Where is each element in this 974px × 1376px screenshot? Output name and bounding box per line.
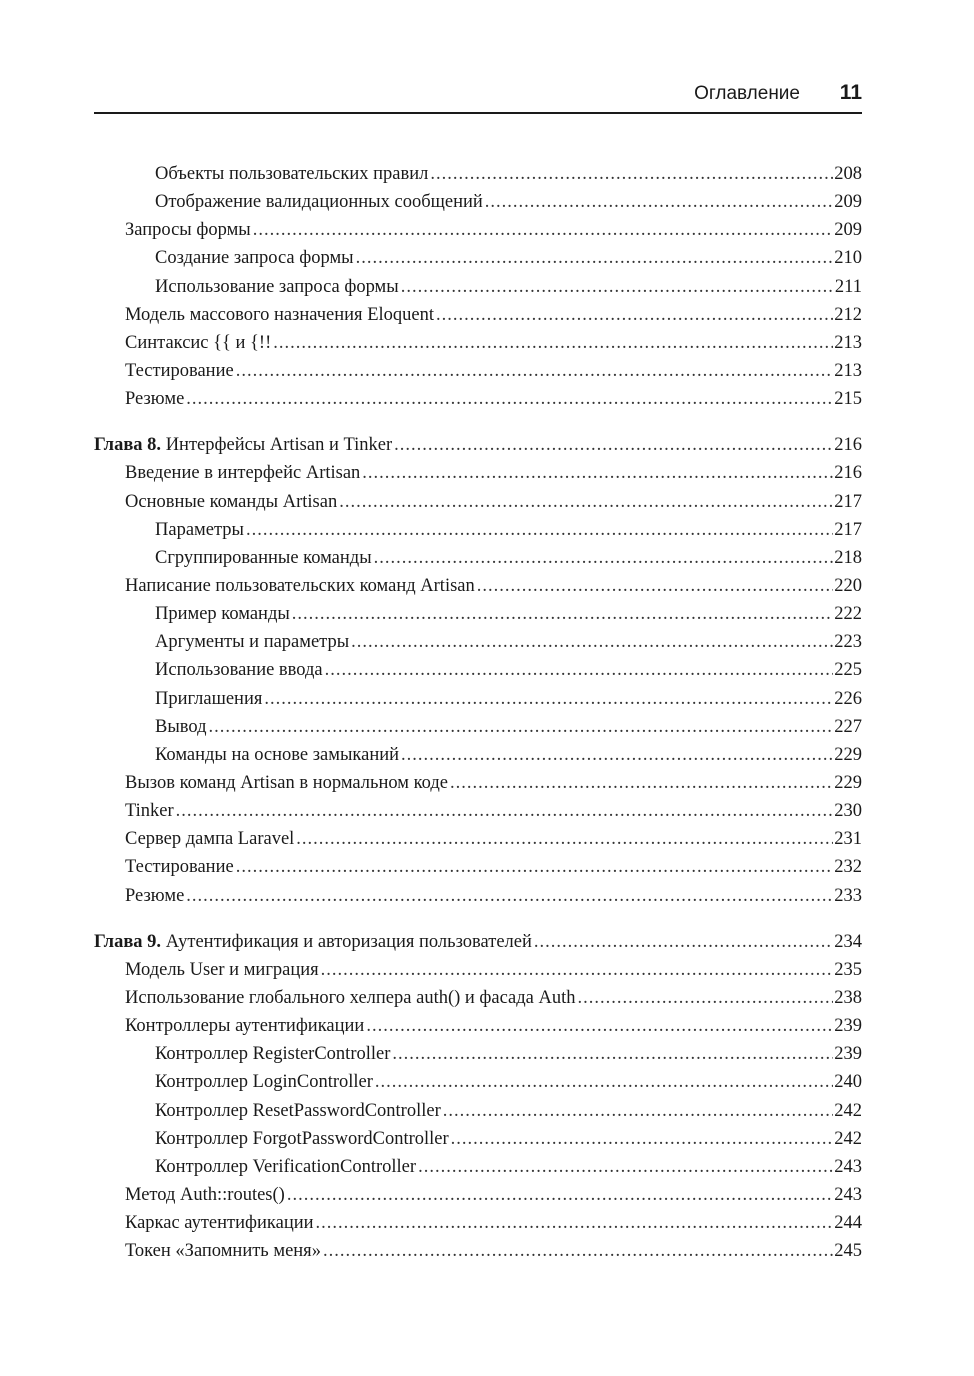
toc-entry-title bbox=[125, 1181, 285, 1209]
dot-leader bbox=[186, 882, 833, 910]
toc-entry-text: Резюме bbox=[125, 885, 185, 906]
toc-entry[interactable] bbox=[94, 572, 862, 600]
toc-page-number: 227 bbox=[834, 716, 862, 737]
toc-page-number: 208 bbox=[834, 164, 862, 184]
toc-entry-title bbox=[125, 882, 184, 910]
toc-entry-title bbox=[94, 431, 392, 459]
toc-entry-text: Каркас аутентификации bbox=[125, 1213, 314, 1234]
toc-entry-title bbox=[155, 600, 290, 628]
toc-entry[interactable] bbox=[94, 357, 862, 385]
toc-entry-title bbox=[155, 1097, 441, 1125]
toc-entry-title bbox=[125, 301, 434, 329]
toc-entry-text: Вывод bbox=[155, 716, 207, 737]
toc-entry-text: Основные команды Artisan bbox=[125, 491, 338, 512]
toc-entry[interactable] bbox=[94, 459, 862, 487]
dot-leader bbox=[394, 431, 833, 459]
dot-leader bbox=[356, 244, 834, 272]
toc-entry-text: Приглашения bbox=[155, 688, 263, 709]
toc-page-number: 239 bbox=[834, 1044, 862, 1065]
toc-entry[interactable] bbox=[94, 1237, 862, 1265]
toc-entry[interactable] bbox=[94, 1012, 862, 1040]
toc-page-number: 244 bbox=[834, 1213, 862, 1234]
toc-page-number: 235 bbox=[834, 959, 862, 980]
toc-entry-text: Написание пользовательских команд Artisan bbox=[125, 575, 475, 596]
toc-entry[interactable] bbox=[94, 1040, 862, 1068]
toc-entry-text: Токен «Запомнить меня» bbox=[125, 1241, 321, 1262]
toc-entry[interactable] bbox=[94, 600, 862, 628]
toc-entry[interactable] bbox=[94, 1068, 862, 1096]
page-header bbox=[94, 80, 862, 114]
toc-page-number: 242 bbox=[834, 1128, 862, 1149]
toc-entry-title bbox=[155, 1040, 390, 1068]
dot-leader bbox=[443, 1097, 834, 1125]
toc-page-number: 234 bbox=[834, 931, 862, 952]
toc-entry-text: Синтаксис {{ и {!! bbox=[125, 332, 272, 353]
toc-entry-text: Резюме bbox=[125, 389, 185, 410]
toc-entry-text: Вызов команд Artisan в нормальном коде bbox=[125, 772, 448, 793]
dot-leader bbox=[325, 656, 834, 684]
dot-leader bbox=[209, 713, 834, 741]
toc-entry-text: Создание запроса формы bbox=[155, 248, 354, 269]
toc-entry-title bbox=[155, 244, 354, 272]
toc-page-number: 245 bbox=[834, 1241, 862, 1262]
dot-leader bbox=[450, 769, 833, 797]
dot-leader bbox=[451, 1125, 834, 1153]
toc-entry[interactable] bbox=[94, 1153, 862, 1181]
toc-entry-title bbox=[125, 769, 448, 797]
toc-entry[interactable] bbox=[94, 741, 862, 769]
toc-entry-text: Использование ввода bbox=[155, 660, 323, 681]
toc-entry-title bbox=[155, 188, 483, 216]
toc-entry-text: Контроллеры аутентификации bbox=[125, 1016, 365, 1037]
toc-entry-text: Интерфейсы Artisan и Tinker bbox=[165, 435, 393, 456]
toc-entry-title bbox=[125, 385, 184, 413]
dot-leader bbox=[401, 741, 833, 769]
toc-entry-title bbox=[125, 488, 337, 516]
dot-leader bbox=[296, 825, 833, 853]
toc-entry-title bbox=[125, 956, 319, 984]
toc-entry-text: Объекты пользовательских правил bbox=[155, 164, 429, 184]
toc-entry[interactable] bbox=[94, 244, 862, 272]
toc-entry-text: Контроллер RegisterController bbox=[155, 1044, 391, 1065]
dot-leader bbox=[534, 928, 833, 956]
toc-entry[interactable] bbox=[94, 628, 862, 656]
toc-entry-text: Введение в интерфейс Artisan bbox=[125, 463, 361, 484]
toc-entry-text: Тестирование bbox=[125, 857, 234, 878]
toc-page-number: 231 bbox=[834, 829, 862, 850]
toc-page-number: 233 bbox=[834, 885, 862, 906]
dot-leader bbox=[236, 853, 834, 881]
toc-entry[interactable] bbox=[94, 385, 862, 413]
dot-leader bbox=[374, 544, 834, 572]
dot-leader bbox=[287, 1181, 833, 1209]
dot-leader bbox=[436, 301, 833, 329]
dot-leader bbox=[176, 797, 834, 825]
toc-page-number: 210 bbox=[834, 248, 862, 269]
dot-leader bbox=[323, 1237, 833, 1265]
chapter-label: Глава 9. bbox=[94, 931, 162, 952]
toc-entry[interactable] bbox=[94, 329, 862, 357]
dot-leader bbox=[273, 329, 833, 357]
toc-entry-text: Сгруппированные команды bbox=[155, 547, 372, 568]
toc-page-number: 213 bbox=[834, 332, 862, 353]
toc-entry[interactable] bbox=[94, 1097, 862, 1125]
toc-entry[interactable] bbox=[94, 984, 862, 1012]
toc-entry-title bbox=[155, 273, 399, 301]
toc-entry-text: Модель User и миграция bbox=[125, 959, 319, 980]
toc-chapter-entry[interactable] bbox=[94, 431, 862, 459]
toc-page-number: 240 bbox=[834, 1072, 862, 1093]
dot-leader bbox=[236, 357, 834, 385]
toc-page-number: 223 bbox=[834, 632, 862, 653]
toc-entry-text: Команды на основе замыканий bbox=[155, 744, 400, 765]
toc-page-number: 239 bbox=[834, 1016, 862, 1037]
toc-page-number: 211 bbox=[834, 276, 862, 297]
toc-entry[interactable] bbox=[94, 160, 862, 188]
dot-leader bbox=[292, 600, 833, 628]
toc-entry[interactable] bbox=[94, 216, 862, 244]
toc-entry-text: Использование запроса формы bbox=[155, 276, 399, 297]
dot-leader bbox=[477, 572, 834, 600]
toc-entry-title bbox=[155, 628, 349, 656]
toc-entry[interactable] bbox=[94, 853, 862, 881]
toc-page-number: 216 bbox=[834, 463, 862, 484]
toc-entry-title bbox=[155, 741, 399, 769]
toc-entry[interactable] bbox=[94, 1181, 862, 1209]
chapter-label: Глава 8. bbox=[94, 435, 162, 456]
toc-entry-text: Контроллер LoginController bbox=[155, 1072, 373, 1093]
toc-entry-title bbox=[125, 216, 251, 244]
toc-entry-title bbox=[125, 797, 174, 825]
toc-page-number: 230 bbox=[834, 801, 862, 822]
dot-leader bbox=[316, 1209, 834, 1237]
dot-leader bbox=[375, 1068, 833, 1096]
toc-entry[interactable] bbox=[94, 1125, 862, 1153]
toc-page-number: 229 bbox=[834, 744, 862, 765]
dot-leader bbox=[362, 459, 833, 487]
toc-entry-text: Модель массового назначения Eloquent bbox=[125, 304, 434, 325]
dot-leader bbox=[264, 685, 833, 713]
toc-entry-title bbox=[155, 1068, 373, 1096]
dot-leader bbox=[578, 984, 834, 1012]
toc-entry-text: Аргументы и параметры bbox=[155, 632, 350, 653]
toc-entry[interactable] bbox=[94, 488, 862, 516]
toc-entry-text: Метод Auth::routes() bbox=[125, 1184, 285, 1205]
dot-leader bbox=[401, 273, 834, 301]
toc-page-number: 242 bbox=[834, 1100, 862, 1121]
toc-entry-text: Использование глобального хелпера auth() и фасада Auth bbox=[125, 987, 576, 1008]
toc-page-number: 243 bbox=[834, 1184, 862, 1205]
toc-chapter-entry[interactable] bbox=[94, 928, 862, 956]
toc-entry[interactable] bbox=[94, 656, 862, 684]
toc-entry-title bbox=[125, 357, 234, 385]
toc-page-number: 212 bbox=[834, 304, 862, 325]
toc-entry[interactable] bbox=[94, 188, 862, 216]
dot-leader bbox=[339, 488, 833, 516]
toc-entry-text: Пример команды bbox=[155, 604, 290, 625]
toc-entry-title bbox=[125, 1012, 364, 1040]
dot-leader bbox=[321, 956, 834, 984]
toc-page-number: 209 bbox=[834, 220, 862, 241]
toc-page-number: 213 bbox=[834, 360, 862, 381]
toc-page-number: 216 bbox=[834, 435, 862, 456]
toc-entry[interactable] bbox=[94, 1209, 862, 1237]
toc-page-number: 238 bbox=[834, 987, 862, 1008]
toc-page-number: 229 bbox=[834, 772, 862, 793]
running-head-page-number: 11 bbox=[839, 81, 862, 104]
dot-leader bbox=[366, 1012, 833, 1040]
toc-entry-title bbox=[155, 713, 207, 741]
toc-page-number: 222 bbox=[834, 604, 862, 625]
toc-entry[interactable] bbox=[94, 769, 862, 797]
dot-leader bbox=[418, 1153, 833, 1181]
toc-entry[interactable] bbox=[94, 713, 862, 741]
toc-entry-title bbox=[125, 825, 294, 853]
toc-entry-title bbox=[125, 329, 271, 357]
dot-leader bbox=[392, 1040, 833, 1068]
toc-entry-text: Тестирование bbox=[125, 360, 234, 381]
toc-entry-title bbox=[155, 516, 244, 544]
dot-leader bbox=[186, 385, 833, 413]
toc-page-number: 215 bbox=[834, 389, 862, 410]
toc-entry-title bbox=[94, 928, 532, 956]
toc-page-number: 217 bbox=[834, 519, 862, 540]
dot-leader bbox=[351, 628, 833, 656]
toc-entry-text: Запросы формы bbox=[125, 220, 251, 241]
running-head-title: Оглавление bbox=[694, 83, 800, 104]
toc-entry[interactable] bbox=[94, 273, 862, 301]
table-of-contents bbox=[94, 160, 862, 1265]
toc-page-number: 226 bbox=[834, 688, 862, 709]
toc-entry[interactable] bbox=[94, 544, 862, 572]
toc-entry-text: Контроллер ResetPasswordController bbox=[155, 1100, 441, 1121]
toc-entry-title bbox=[155, 544, 372, 572]
toc-entry-title bbox=[125, 984, 576, 1012]
toc-entry-title bbox=[155, 1125, 449, 1153]
toc-entry-title bbox=[125, 572, 475, 600]
toc-entry-title bbox=[125, 459, 360, 487]
dot-leader bbox=[253, 216, 834, 244]
toc-entry-title bbox=[125, 1237, 321, 1265]
toc-entry-text: Параметры bbox=[155, 519, 244, 540]
toc-page-number: 232 bbox=[834, 857, 862, 878]
toc-page-number: 217 bbox=[834, 491, 862, 512]
toc-entry-text: Контроллер ForgotPasswordController bbox=[155, 1128, 449, 1149]
toc-entry-text: Контроллер VerificationController bbox=[155, 1156, 417, 1177]
toc-entry[interactable] bbox=[94, 685, 862, 713]
toc-entry[interactable] bbox=[94, 956, 862, 984]
toc-entry[interactable] bbox=[94, 825, 862, 853]
toc-entry-text: Отображение валидационных сообщений bbox=[155, 192, 483, 213]
toc-entry-title bbox=[155, 160, 428, 188]
toc-entry[interactable] bbox=[94, 797, 862, 825]
toc-entry[interactable] bbox=[94, 882, 862, 910]
toc-entry-text: Аутентификация и авторизация пользователей bbox=[165, 931, 532, 952]
toc-page-number: 243 bbox=[834, 1156, 862, 1177]
dot-leader bbox=[246, 516, 833, 544]
dot-leader bbox=[485, 188, 833, 216]
toc-page-number: 218 bbox=[834, 547, 862, 568]
toc-entry-text: Tinker bbox=[125, 801, 174, 822]
toc-entry-title bbox=[125, 1209, 314, 1237]
toc-entry[interactable] bbox=[94, 301, 862, 329]
toc-page-number: 209 bbox=[834, 192, 862, 213]
toc-entry-title bbox=[155, 656, 323, 684]
toc-entry-title bbox=[125, 853, 234, 881]
toc-entry-title bbox=[155, 1153, 416, 1181]
toc-entry[interactable] bbox=[94, 516, 862, 544]
toc-page-number: 225 bbox=[834, 660, 862, 681]
toc-entry-title bbox=[155, 685, 262, 713]
toc-entry-text: Сервер дампа Laravel bbox=[125, 829, 295, 850]
dot-leader bbox=[430, 160, 833, 188]
toc-page-number: 220 bbox=[834, 575, 862, 596]
